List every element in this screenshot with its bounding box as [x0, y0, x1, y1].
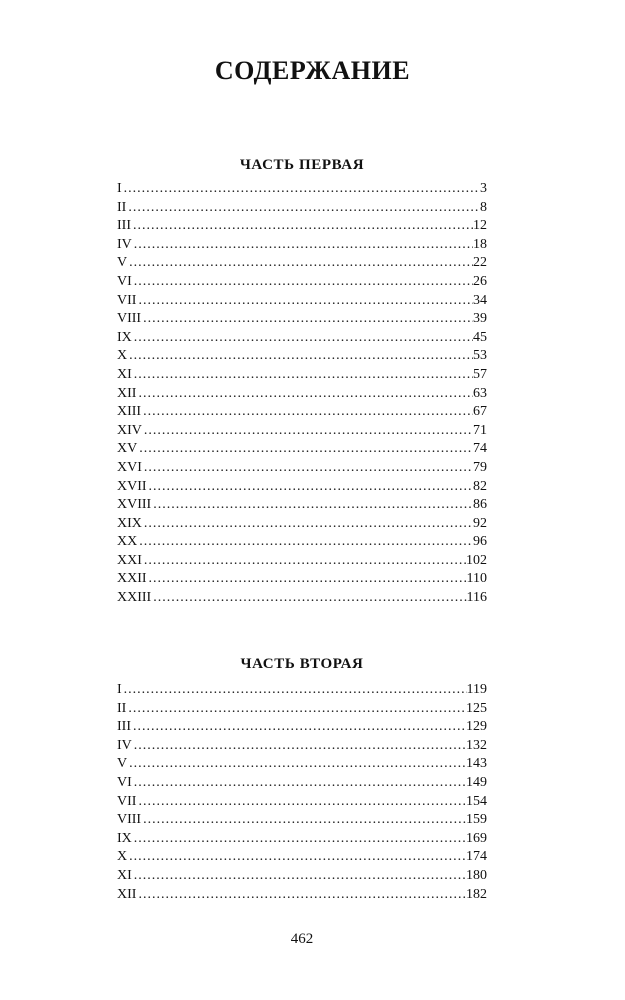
- toc-page-number: 67: [473, 404, 487, 420]
- toc-dot-leader: [126, 199, 480, 218]
- toc-page-number: 143: [466, 756, 487, 772]
- toc-entry: [117, 830, 487, 849]
- toc-page-number: 132: [466, 737, 487, 753]
- toc-entry: [117, 366, 487, 385]
- toc-dot-leader: [131, 217, 473, 236]
- toc-chapter-label: XVIII: [117, 497, 152, 513]
- toc-entry: [117, 515, 487, 534]
- part-two-toc: [117, 681, 487, 904]
- toc-page-number: 12: [473, 218, 487, 234]
- toc-entry: [117, 867, 487, 886]
- toc-chapter-label: I: [117, 682, 122, 697]
- toc-dot-leader: [151, 496, 473, 515]
- toc-page-number: 34: [473, 292, 487, 308]
- toc-page-number: 86: [473, 497, 487, 513]
- part-one-toc: [117, 180, 487, 608]
- toc-page-number: 18: [473, 236, 487, 252]
- toc-page-number: 110: [466, 571, 487, 587]
- toc-dot-leader: [142, 515, 473, 534]
- toc-dot-leader: [137, 533, 473, 552]
- toc-chapter-label: XXII: [117, 571, 147, 587]
- toc-dot-leader: [151, 589, 466, 608]
- toc-page-number: 79: [473, 459, 487, 475]
- toc-chapter-label: VI: [117, 774, 132, 790]
- toc-page-number: 129: [466, 719, 487, 735]
- toc-chapter-label: VII: [117, 292, 137, 308]
- toc-page-number: 39: [473, 311, 487, 327]
- page-number: 462: [290, 931, 314, 947]
- toc-chapter-label: XII: [117, 385, 137, 401]
- toc-entry: [117, 533, 487, 552]
- toc-dot-leader: [127, 848, 466, 867]
- toc-chapter-label: XI: [117, 867, 132, 883]
- toc-dot-leader: [122, 681, 467, 700]
- toc-page-number: 102: [466, 552, 487, 568]
- toc-dot-leader: [131, 718, 466, 737]
- toc-page-number: 57: [473, 366, 487, 382]
- toc-dot-leader: [132, 236, 473, 255]
- toc-entry: [117, 774, 487, 793]
- toc-dot-leader: [132, 830, 466, 849]
- toc-page-number: 180: [466, 867, 487, 883]
- toc-chapter-label: XXIII: [117, 590, 152, 606]
- toc-entry: [117, 700, 487, 719]
- toc-page-number: 96: [473, 534, 487, 550]
- toc-entry: [117, 254, 487, 273]
- toc-entry: [117, 459, 487, 478]
- toc-entry: [117, 422, 487, 441]
- page-title: СОДЕРЖАНИЕ: [214, 56, 411, 85]
- toc-dot-leader: [122, 180, 480, 199]
- toc-entry: [117, 718, 487, 737]
- toc-chapter-label: XI: [117, 366, 132, 382]
- toc-dot-leader: [132, 366, 473, 385]
- toc-dot-leader: [127, 254, 473, 273]
- toc-page-number: 74: [473, 441, 487, 457]
- toc-entry: [117, 570, 487, 589]
- toc-entry: [117, 292, 487, 311]
- toc-entry: [117, 217, 487, 236]
- toc-page-number: 45: [473, 329, 487, 345]
- toc-chapter-label: XV: [117, 441, 138, 457]
- toc-dot-leader: [132, 867, 466, 886]
- toc-entry: [117, 440, 487, 459]
- toc-entry: [117, 755, 487, 774]
- toc-dot-leader: [132, 737, 466, 756]
- toc-entry: [117, 310, 487, 329]
- toc-dot-leader: [136, 886, 466, 905]
- toc-entry: [117, 793, 487, 812]
- toc-dot-leader: [137, 440, 473, 459]
- part-one-heading: ЧАСТЬ ПЕРВАЯ: [239, 157, 365, 173]
- toc-page-number: 149: [466, 774, 487, 790]
- toc-entry: [117, 681, 487, 700]
- toc-page-number: 22: [473, 255, 487, 271]
- toc-page-number: 116: [466, 590, 487, 606]
- toc-chapter-label: I: [117, 181, 122, 196]
- toc-dot-leader: [142, 422, 473, 441]
- toc-dot-leader: [147, 478, 473, 497]
- toc-chapter-label: XIX: [117, 515, 142, 531]
- toc-dot-leader: [136, 793, 466, 812]
- toc-entry: [117, 886, 487, 905]
- toc-chapter-label: IX: [117, 830, 132, 846]
- toc-entry: [117, 180, 487, 199]
- toc-dot-leader: [127, 347, 473, 366]
- toc-page-number: 154: [466, 793, 487, 809]
- toc-dot-leader: [127, 755, 466, 774]
- toc-chapter-label: VIII: [117, 812, 142, 828]
- toc-page-number: 125: [466, 700, 487, 716]
- toc-dot-leader: [136, 292, 473, 311]
- toc-chapter-label: VI: [117, 273, 132, 289]
- toc-page-number: 26: [473, 273, 487, 289]
- toc-page-number: 8: [480, 199, 487, 215]
- toc-entry: [117, 848, 487, 867]
- toc-page-number: 82: [473, 478, 487, 494]
- toc-entry: [117, 403, 487, 422]
- toc-chapter-label: III: [117, 218, 131, 234]
- toc-page-number: 3: [480, 181, 487, 196]
- toc-entry: [117, 811, 487, 830]
- toc-entry: [117, 347, 487, 366]
- toc-page-number: 119: [466, 682, 487, 697]
- toc-dot-leader: [132, 329, 473, 348]
- toc-entry: [117, 236, 487, 255]
- toc-dot-leader: [142, 552, 466, 571]
- toc-chapter-label: XX: [117, 534, 138, 550]
- toc-chapter-label: IV: [117, 236, 132, 252]
- toc-entry: [117, 552, 487, 571]
- toc-entry: [117, 496, 487, 515]
- toc-entry: [117, 199, 487, 218]
- toc-dot-leader: [142, 459, 473, 478]
- toc-chapter-label: XIII: [117, 404, 142, 420]
- toc-dot-leader: [141, 310, 473, 329]
- toc-chapter-label: III: [117, 719, 131, 735]
- toc-page-number: 174: [466, 849, 487, 865]
- toc-dot-leader: [132, 774, 466, 793]
- toc-chapter-label: X: [117, 849, 128, 865]
- toc-chapter-label: XVII: [117, 478, 147, 494]
- toc-chapter-label: VII: [117, 793, 137, 809]
- toc-entry: [117, 273, 487, 292]
- toc-entry: [117, 385, 487, 404]
- toc-page-number: 71: [473, 422, 487, 438]
- part-two-heading: ЧАСТЬ ВТОРАЯ: [240, 656, 364, 672]
- toc-entry: [117, 737, 487, 756]
- toc-page-number: 159: [466, 812, 487, 828]
- toc-page-number: 182: [466, 886, 487, 902]
- toc-chapter-label: XIV: [117, 422, 142, 438]
- toc-entry: [117, 478, 487, 497]
- toc-chapter-label: II: [117, 700, 127, 716]
- toc-chapter-label: IV: [117, 737, 132, 753]
- toc-chapter-label: VIII: [117, 311, 142, 327]
- toc-page-number: 92: [473, 515, 487, 531]
- toc-entry: [117, 329, 487, 348]
- toc-dot-leader: [141, 403, 473, 422]
- toc-chapter-label: XVI: [117, 459, 142, 475]
- toc-chapter-label: X: [117, 348, 128, 364]
- toc-dot-leader: [136, 385, 473, 404]
- toc-chapter-label: IX: [117, 329, 132, 345]
- toc-dot-leader: [126, 700, 466, 719]
- toc-chapter-label: II: [117, 199, 127, 215]
- toc-page-number: 169: [466, 830, 487, 846]
- toc-entry: [117, 589, 487, 608]
- toc-dot-leader: [147, 570, 467, 589]
- toc-dot-leader: [141, 811, 466, 830]
- toc-dot-leader: [132, 273, 473, 292]
- toc-chapter-label: XII: [117, 886, 137, 902]
- toc-chapter-label: XXI: [117, 552, 142, 568]
- toc-page-number: 63: [473, 385, 487, 401]
- toc-chapter-label: V: [117, 255, 128, 271]
- toc-chapter-label: V: [117, 756, 128, 772]
- toc-page-number: 53: [473, 348, 487, 364]
